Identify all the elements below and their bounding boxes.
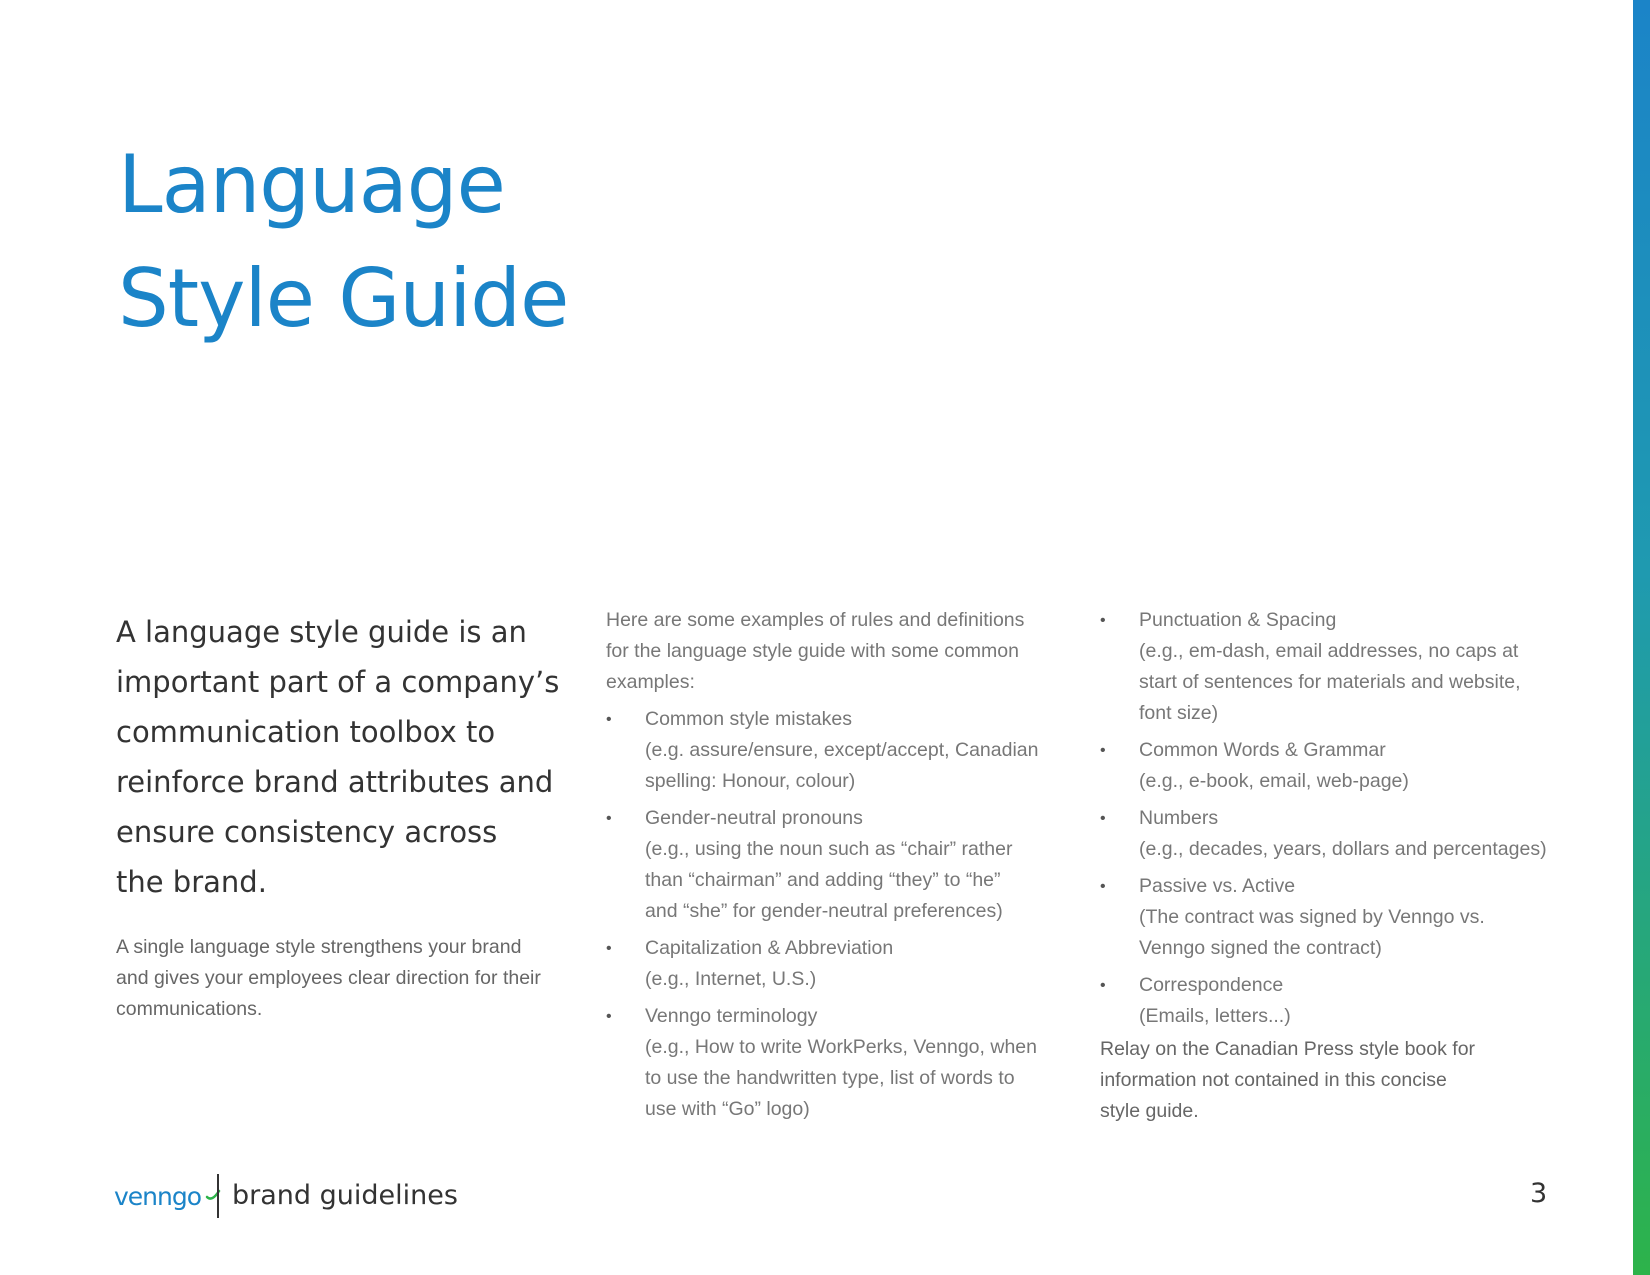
examples-list-1 <box>606 704 1066 1125</box>
item-detail: Venngo signed the contract) <box>1139 937 1382 959</box>
examples-list-2 <box>1100 605 1600 1032</box>
item-detail: use with “Go” logo) <box>645 1098 810 1120</box>
item-detail: to use the handwritten type, list of words to <box>645 1067 1015 1089</box>
item-detail: (e.g. assure/ensure, except/accept, Canadian <box>645 739 1039 761</box>
intro-statement <box>116 607 586 907</box>
item-heading: Gender-neutral pronouns <box>645 807 863 829</box>
list-item <box>606 1001 1066 1125</box>
bullet-icon: • <box>606 940 612 957</box>
footer-label: brand guidelines <box>232 1180 458 1211</box>
item-heading: Punctuation & Spacing <box>1139 609 1337 631</box>
page-number: 3 <box>1530 1178 1548 1209</box>
list-item <box>606 933 1066 995</box>
closing-line: style guide. <box>1100 1100 1199 1122</box>
item-heading: Common Words & Grammar <box>1139 739 1386 761</box>
item-detail: (e.g., e-book, email, web-page) <box>1139 770 1409 792</box>
footer-divider <box>217 1174 219 1218</box>
item-detail: (e.g., em-dash, email addresses, no caps at <box>1139 640 1519 662</box>
lead-line: Here are some examples of rules and definitions <box>606 609 1025 631</box>
closing-line: Relay on the Canadian Press style book for <box>1100 1038 1476 1060</box>
item-detail: (Emails, letters...) <box>1139 1005 1291 1027</box>
item-detail: font size) <box>1139 702 1219 724</box>
examples-column-2 <box>1100 605 1600 1127</box>
title-line: Style Guide <box>118 252 569 345</box>
item-detail: (e.g., decades, years, dollars and percentages) <box>1139 838 1547 860</box>
bullet-icon: • <box>606 810 612 827</box>
item-heading: Numbers <box>1139 807 1219 829</box>
subtext-line: communications. <box>116 998 263 1020</box>
intro-line: reinforce brand attributes and <box>116 765 554 799</box>
list-item <box>1100 735 1600 797</box>
subtext-line: A single language style strengthens your brand <box>116 936 522 958</box>
examples-lead <box>606 605 1066 698</box>
item-detail: spelling: Honour, colour) <box>645 770 856 792</box>
list-item <box>1100 871 1600 964</box>
bullet-icon: • <box>606 711 612 728</box>
list-item <box>606 803 1066 927</box>
bullet-icon: • <box>1100 742 1106 759</box>
item-heading: Common style mistakes <box>645 708 852 730</box>
lead-line: for the language style guide with some common <box>606 640 1019 662</box>
bullet-icon: • <box>606 1008 612 1025</box>
page-title <box>118 128 568 356</box>
item-detail: and “she” for gender-neutral preferences) <box>645 900 1003 922</box>
bullet-icon: • <box>1100 878 1106 895</box>
item-detail: than “chairman” and adding “they” to “he” <box>645 869 1001 891</box>
item-detail: (e.g., using the noun such as “chair” rather <box>645 838 1013 860</box>
bullet-icon: • <box>1100 612 1106 629</box>
list-item <box>1100 803 1600 865</box>
list-item <box>1100 970 1600 1032</box>
venngo-logo <box>114 1176 221 1216</box>
intro-line: communication toolbox to <box>116 715 496 749</box>
lead-line: examples: <box>606 671 695 693</box>
bullet-icon: • <box>1100 977 1106 994</box>
list-item <box>1100 605 1600 729</box>
intro-line: A language style guide is an <box>116 615 527 649</box>
item-detail: start of sentences for materials and website, <box>1139 671 1521 693</box>
intro-line: ensure consistency across <box>116 815 498 849</box>
item-heading: Venngo terminology <box>645 1005 818 1027</box>
logo-wordmark: venngo <box>114 1181 202 1211</box>
intro-line: important part of a company’s <box>116 665 560 699</box>
list-item <box>606 704 1066 797</box>
side-gradient-bar <box>1633 0 1650 1275</box>
intro-subtext <box>116 932 596 1025</box>
subtext-line: and gives your employees clear direction for their <box>116 967 541 989</box>
closing-note <box>1100 1034 1600 1127</box>
bullet-icon: • <box>1100 810 1106 827</box>
item-detail: (e.g., Internet, U.S.) <box>645 968 817 990</box>
intro-line: the brand. <box>116 865 267 899</box>
item-heading: Correspondence <box>1139 974 1284 996</box>
closing-line: information not contained in this concise <box>1100 1069 1447 1091</box>
title-line: Language <box>118 138 505 231</box>
item-detail: (The contract was signed by Venngo vs. <box>1139 906 1485 928</box>
item-heading: Capitalization & Abbreviation <box>645 937 894 959</box>
item-heading: Passive vs. Active <box>1139 875 1296 897</box>
item-detail: (e.g., How to write WorkPerks, Venngo, when <box>645 1036 1037 1058</box>
examples-column-1 <box>606 605 1066 1125</box>
